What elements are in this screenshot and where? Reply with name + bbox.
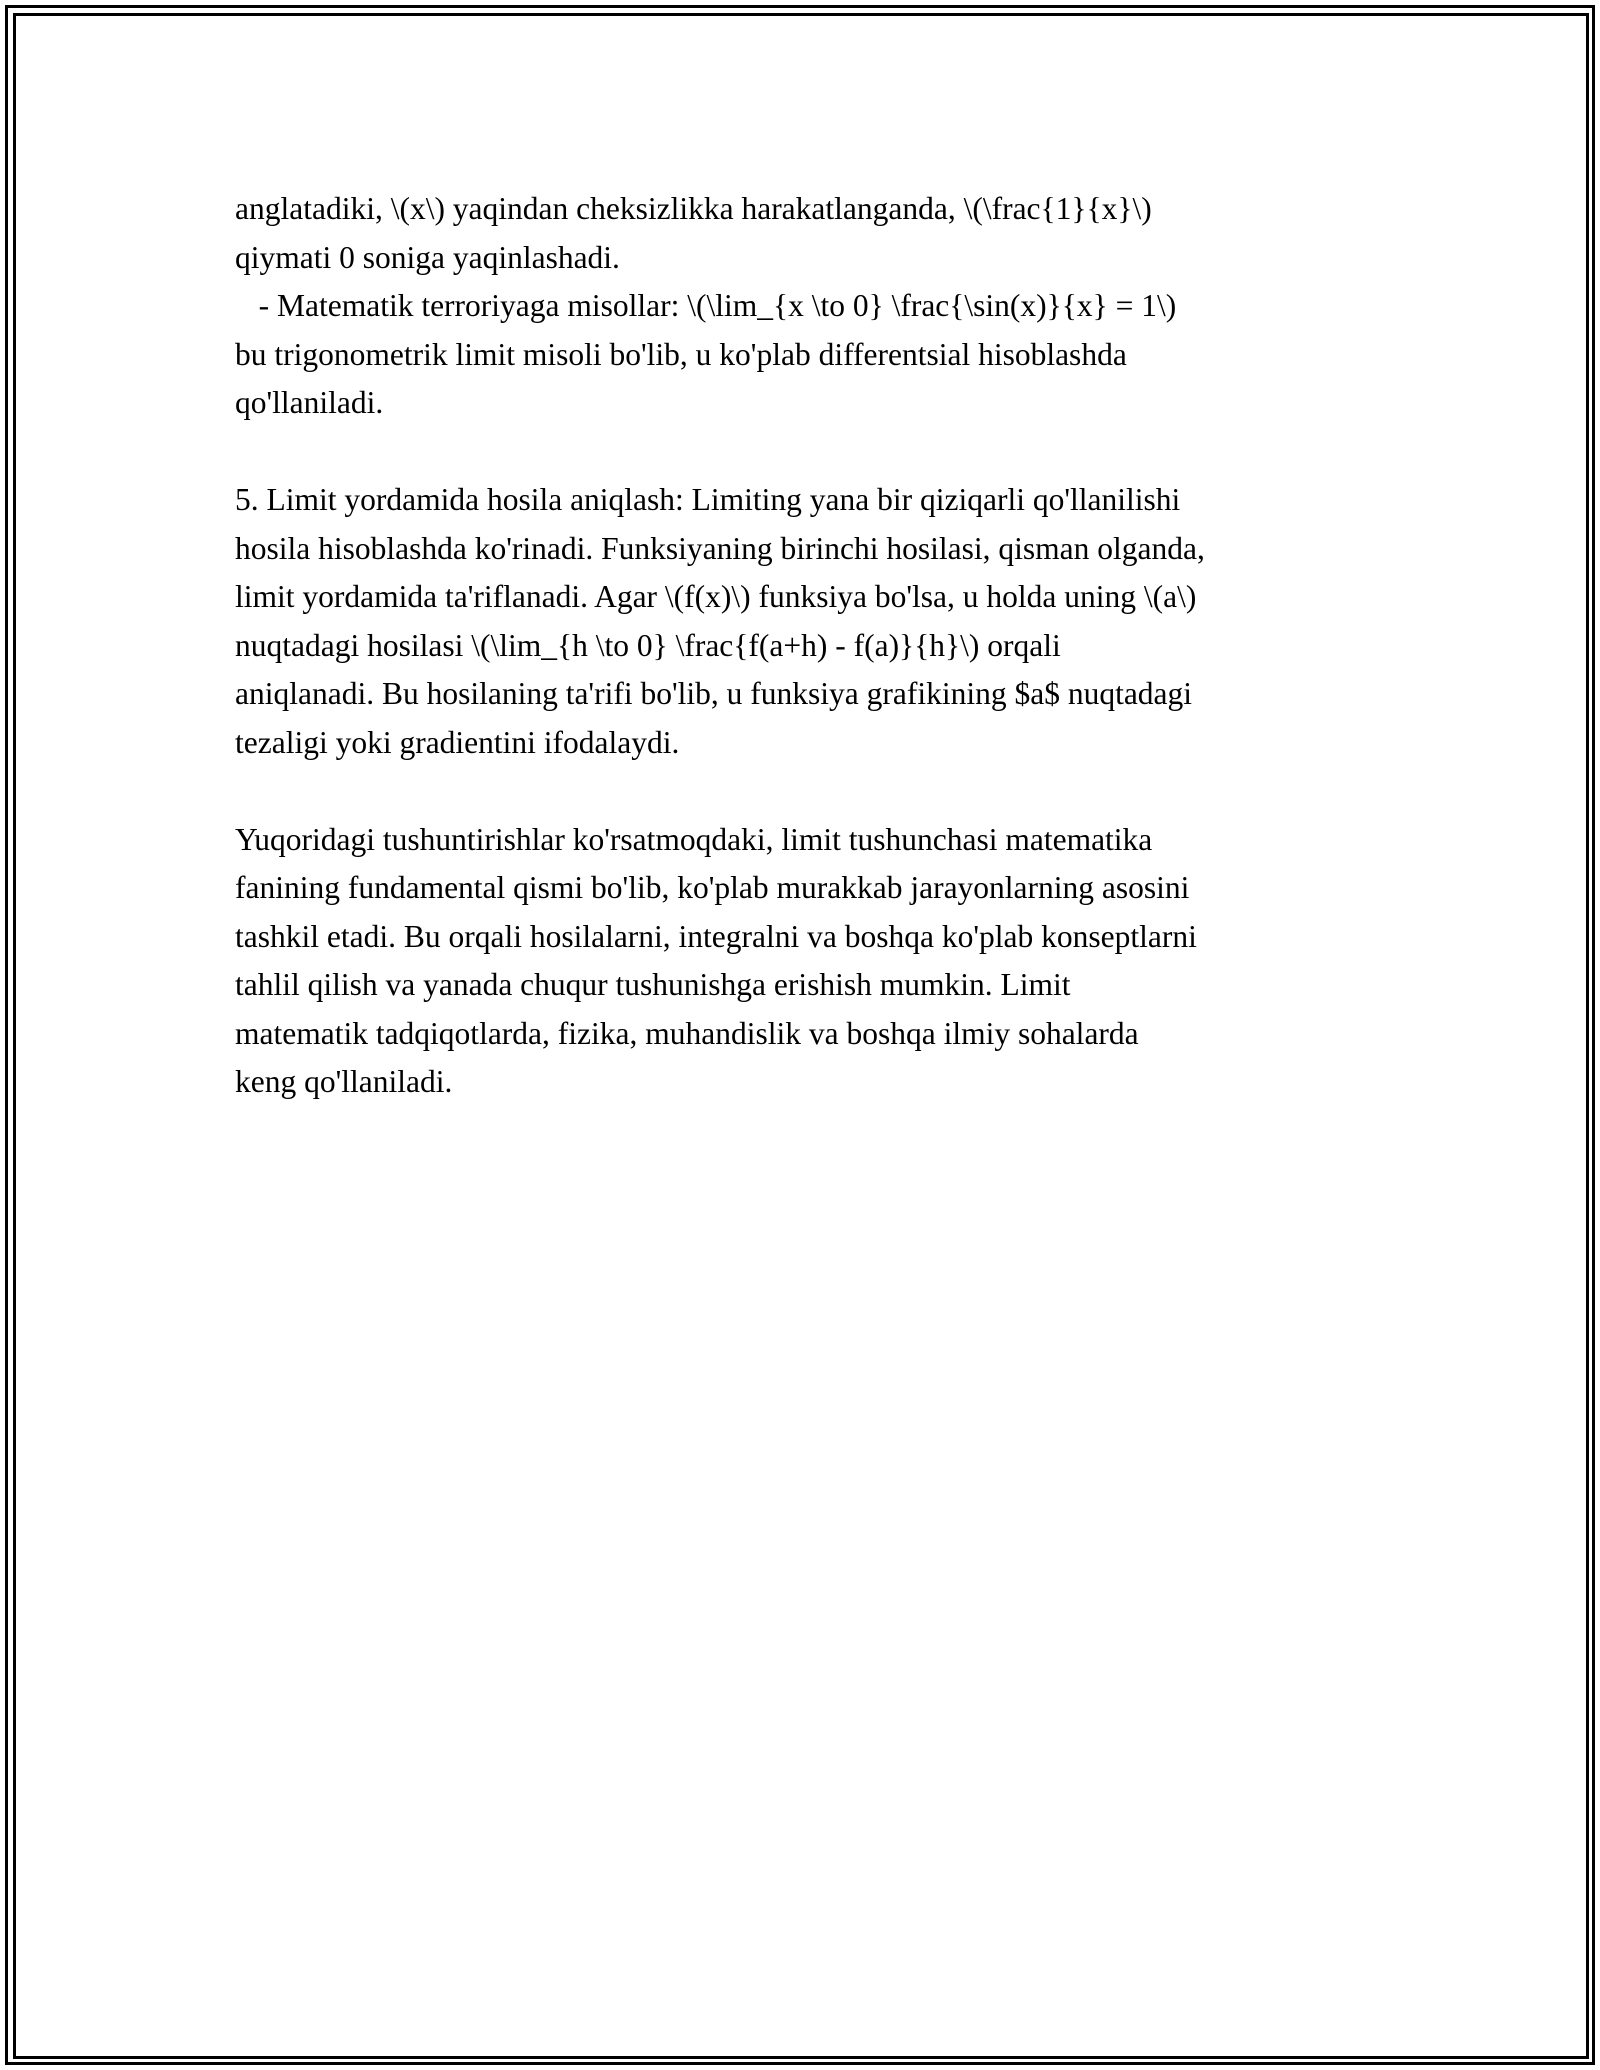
- document-body: [235, 185, 1365, 1107]
- text-line: nuqtadagi hosilasi \(\lim_{h \to 0} \frac{f(a+h) - f(a)}{h}\) orqali: [235, 627, 1061, 663]
- text-line: Yuqoridagi tushuntirishlar ko'rsatmoqdaki, limit tushunchasi matematika: [235, 821, 1153, 857]
- paragraph-gap: [235, 767, 1365, 816]
- paragraph-gap: [235, 428, 1365, 477]
- text-line: tahlil qilish va yanada chuqur tushunishga erishish mumkin. Limit: [235, 967, 1071, 1002]
- text-line: aniqlanadi. Bu hosilaning ta'rifi bo'lib, u funksiya grafikining $a$ nuqtadagi: [235, 676, 1193, 711]
- text-line: hosila hisoblashda ko'rinadi. Funksiyaning birinchi hosilasi, qisman olganda,: [235, 530, 1205, 566]
- text-line: anglatadiki, \(x\) yaqindan cheksizlikka harakatlanganda, \(\frac{1}{x}\): [235, 191, 1152, 226]
- text-line: limit yordamida ta'riflanadi. Agar \(f(x)\) funksiya bo'lsa, u holda uning \(a\): [235, 579, 1197, 614]
- text-line: tezaligi yoki gradientini ifodalaydi.: [235, 724, 680, 760]
- text-line: bu trigonometrik limit misoli bo'lib, u ko'plab differentsial hisoblashda: [235, 336, 1127, 372]
- text-line: 5. Limit yordamida hosila aniqlash: Limiting yana bir qiziqarli qo'llanilishi: [235, 482, 1181, 517]
- text-line: qiymati 0 soniga yaqinlashadi.: [235, 239, 620, 275]
- text-line: - Matematik terroriyaga misollar: \(\lim_{x \to 0} \frac{\sin(x)}{x} = 1\): [235, 288, 1177, 323]
- text-line: keng qo'llaniladi.: [235, 1064, 453, 1099]
- text-line: matematik tadqiqotlarda, fizika, muhandislik va boshqa ilmiy sohalarda: [235, 1015, 1139, 1051]
- text-line: qo'llaniladi.: [235, 385, 384, 420]
- text-line: tashkil etadi. Bu orqali hosilalarni, integralni va boshqa ko'plab konseptlarni: [235, 918, 1197, 954]
- text-line: fanining fundamental qismi bo'lib, ko'plab murakkab jarayonlarning asosini: [235, 870, 1190, 905]
